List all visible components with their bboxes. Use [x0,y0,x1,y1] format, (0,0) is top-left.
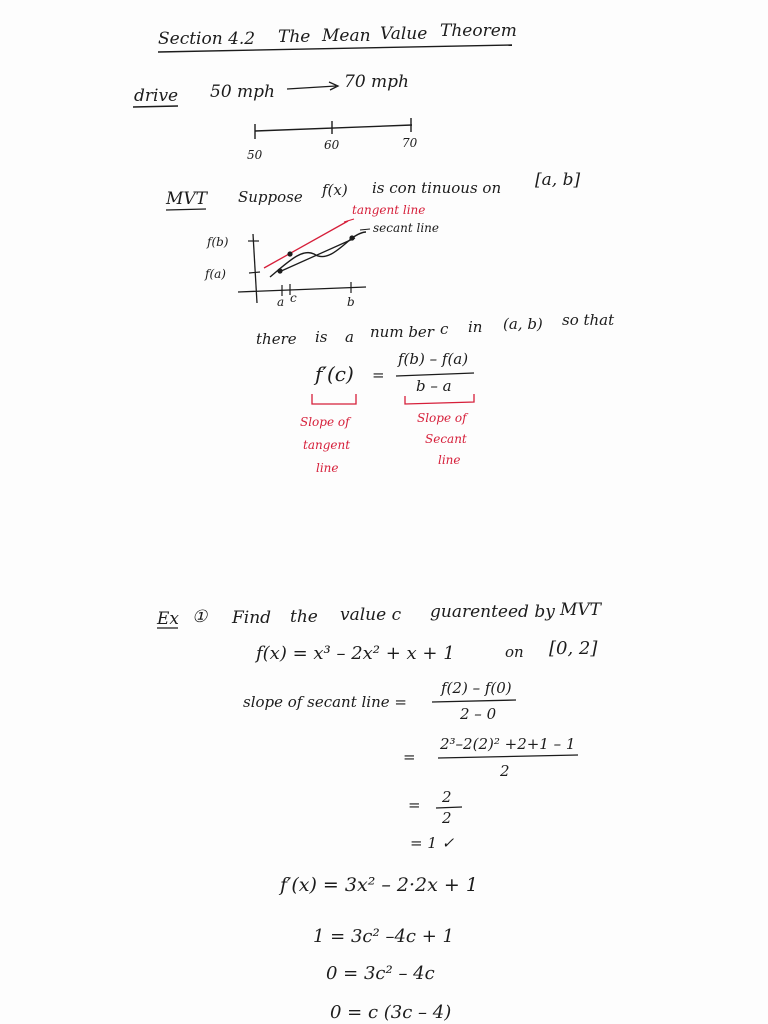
mvt-graph [238,219,370,303]
point-c [287,251,292,256]
tick-50: 50 [247,148,263,162]
mvt-suppose: Suppose [238,188,303,206]
solve-step-3: 0 = c (3c – 4) [330,1002,452,1023]
ex-find: Find [232,608,272,628]
ex-the: the [290,607,318,627]
derivative-line: f′(x) = 3x² – 2·2x + 1 [280,874,478,896]
speed-number-line [255,118,412,139]
drive-label: drive [134,86,179,106]
ex-interval: [0, 2] [549,638,598,659]
title-section: Section 4.2 [158,29,256,49]
mvt-lhs: f′(c) [315,362,354,386]
tick-60: 60 [324,138,340,152]
title-value: Value [380,24,428,44]
ex-guaranteed: guarenteed by [430,602,555,622]
secant-line-label: secant line [373,221,440,235]
solve-step-1: 1 = 3c² –4c + 1 [313,926,454,947]
mvt-denominator: b – a [416,377,452,395]
point-a [277,268,282,273]
ex-function: f(x) = x³ – 2x² + x + 1 [256,643,455,664]
main-fraction-bar [396,373,474,376]
frac2-numerator: 2³–2(2)² +2+1 – 1 [440,735,576,753]
slope-tangent-line-1: Slope of [300,415,350,429]
frac2-denominator: 2 [500,762,510,780]
slope-secant-line-1: Slope of [417,411,467,425]
frac3-denominator: 2 [442,809,452,827]
frac3-numerator: 2 [442,788,452,806]
word-is: is [315,328,328,346]
slope-tangent-line-2: tangent [303,438,351,452]
mvt-equals: = [372,366,385,384]
slope-secant-line-3: line [438,453,461,467]
drive-underline [133,106,178,107]
word-in: in [468,318,483,336]
drive-from: 50 mph [210,82,275,102]
mvt-underline [166,209,206,210]
frac1-denominator: 2 – 0 [460,705,497,723]
title-theorem: Theorem [440,21,517,41]
tangent-brace [312,394,356,404]
fb-label: f(b) [207,235,229,249]
circled-one: ① [192,607,208,627]
fa-label: f(a) [205,267,226,281]
y-axis [253,234,257,303]
solve-step-2: 0 = 3c² – 4c [326,963,435,984]
slope-result: = 1 ✓ [410,834,455,852]
fraction-bar-2 [438,755,578,758]
ex-value-c: value c [340,605,402,625]
mvt-continuous: is con tinuous on [372,179,502,197]
drive-to: 70 mph [344,72,409,92]
tangent-line-label: tangent line [352,203,426,217]
point-b [349,235,354,240]
mvt-label: MVT [166,189,208,209]
ex-mvt: MVT [560,600,602,620]
slope-tangent-line-3: line [316,461,339,475]
slope-secant-line-2: Secant [425,432,467,446]
ex-label: Ex [157,609,179,629]
mvt-fx: f(x) [322,181,348,199]
word-a: a [345,328,354,346]
equals-2: = [403,748,416,766]
open-interval: (a, b) [503,315,543,333]
tick-70: 70 [402,136,418,150]
fraction-bar-1 [432,700,516,702]
arrow-right-icon [287,82,338,90]
c-label: c [290,291,297,305]
mvt-interval: [a, b] [535,170,581,190]
mvt-numerator: f(b) – f(a) [398,350,469,368]
secant-brace [405,394,474,404]
equals-3: = [408,796,421,814]
title-mean: Mean [322,26,371,46]
title-the: The [278,27,311,47]
word-so-that: so that [562,311,615,329]
a-label: a [277,295,285,309]
tangent-line [264,221,348,268]
fraction-bar-3 [436,807,462,808]
word-c: c [440,320,449,338]
slope-secant-label: slope of secant line = [243,693,407,711]
frac1-numerator: f(2) – f(0) [441,679,512,697]
word-number: num ber [370,323,434,341]
b-label: b [347,295,355,309]
word-there: there [256,330,297,348]
ex-on: on [505,643,524,661]
x-axis [238,287,366,292]
